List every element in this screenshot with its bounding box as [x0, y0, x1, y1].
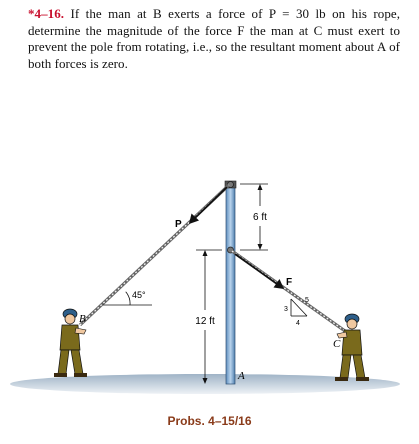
label-f: F — [286, 277, 293, 288]
label-6ft: 6 ft — [253, 212, 267, 223]
label-p: P — [175, 219, 182, 230]
label-point-b: B — [79, 313, 86, 325]
force-f-arrow — [235, 254, 284, 289]
label-12ft: 12 ft — [195, 316, 215, 327]
problem-number: *4–16. — [28, 6, 65, 21]
force-p-arrow — [189, 187, 227, 224]
label-point-c: C — [333, 338, 341, 350]
label-point-a: A — [238, 370, 245, 382]
figure-caption: Probs. 4–15/16 — [167, 414, 252, 428]
label-slope-4: 4 — [296, 320, 300, 327]
problem-text: If the man at B exerts a force of P = 30 lb on his rope, determine the magnitude of the force F the man at C must exert to prevent the pole from rotating, i.e., so the resultant moment about A of both forces is zero. — [28, 6, 400, 71]
label-45-degrees: 45° — [132, 290, 146, 300]
label-slope-5: 5 — [305, 297, 309, 304]
pole — [226, 184, 235, 384]
label-slope-3: 3 — [284, 306, 288, 313]
